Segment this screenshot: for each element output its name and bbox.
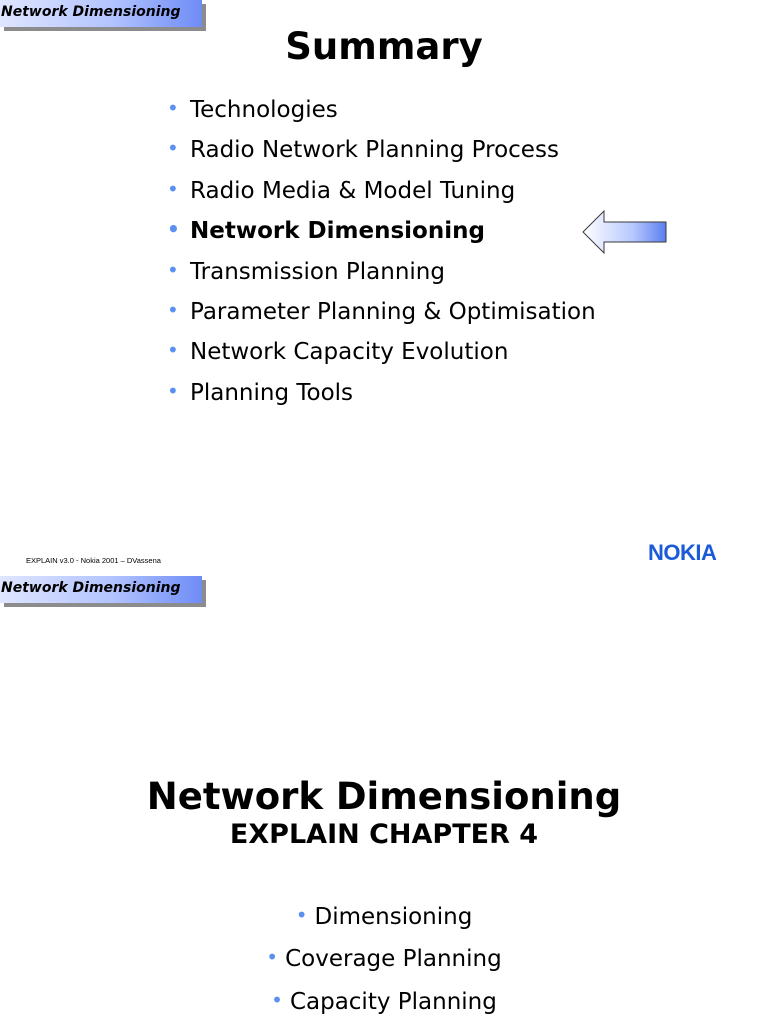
topic-item-label: Capacity Planning <box>289 988 497 1015</box>
agenda-item-label: Radio Media & Model Tuning <box>190 177 516 204</box>
agenda-item-label: Parameter Planning & Optimisation <box>190 298 596 325</box>
agenda-item-label: Planning Tools <box>190 379 354 406</box>
bullet-icon: • <box>167 96 179 120</box>
agenda-item-label: Network Capacity Evolution <box>190 339 509 366</box>
section-tag <box>0 576 206 607</box>
section-tag-label: Network Dimensioning <box>0 0 202 27</box>
topic-item <box>0 902 768 931</box>
chapter-title-slide <box>0 576 768 1024</box>
bullet-icon: • <box>271 987 283 1012</box>
agenda-item-label: Network Dimensioning <box>190 218 485 245</box>
bullet-icon: • <box>266 945 279 970</box>
agenda-item-label: Radio Network Planning Process <box>190 137 559 164</box>
bullet-icon: • <box>295 903 308 927</box>
bullet-icon: • <box>167 378 179 403</box>
agenda-item-current <box>167 218 627 245</box>
topic-item-label: Coverage Planning <box>285 946 502 973</box>
left-arrow-icon <box>582 210 668 254</box>
agenda-list <box>167 97 627 420</box>
slide-title: Summary <box>285 25 483 68</box>
bullet-icon: • <box>167 338 179 363</box>
agenda-item <box>167 137 627 164</box>
topic-list <box>0 902 768 1029</box>
agenda-item-label: Technologies <box>190 97 338 123</box>
chapter-title: Network Dimensioning <box>146 775 622 818</box>
agenda-item-label: Transmission Planning <box>190 258 445 285</box>
bullet-icon: • <box>167 257 179 282</box>
chapter-subtitle: EXPLAIN CHAPTER 4 <box>229 819 539 850</box>
topic-item-label: Dimensioning <box>314 904 473 930</box>
agenda-item <box>167 339 627 366</box>
bullet-icon: • <box>167 176 179 201</box>
footer-text: EXPLAIN v3.0 - Nokia 2001 – DVassena <box>26 556 161 565</box>
agenda-item <box>167 178 627 205</box>
topic-item <box>0 944 768 973</box>
bullet-icon: • <box>167 136 179 161</box>
agenda-item <box>167 299 627 326</box>
bullet-icon: • <box>167 217 180 242</box>
section-tag-label: Network Dimensioning <box>0 576 202 603</box>
agenda-item <box>167 380 627 407</box>
nokia-logo: NOKIA <box>648 540 717 565</box>
topic-item <box>0 987 768 1016</box>
bullet-icon: • <box>167 297 179 322</box>
agenda-item <box>167 259 627 286</box>
agenda-item <box>167 97 627 124</box>
